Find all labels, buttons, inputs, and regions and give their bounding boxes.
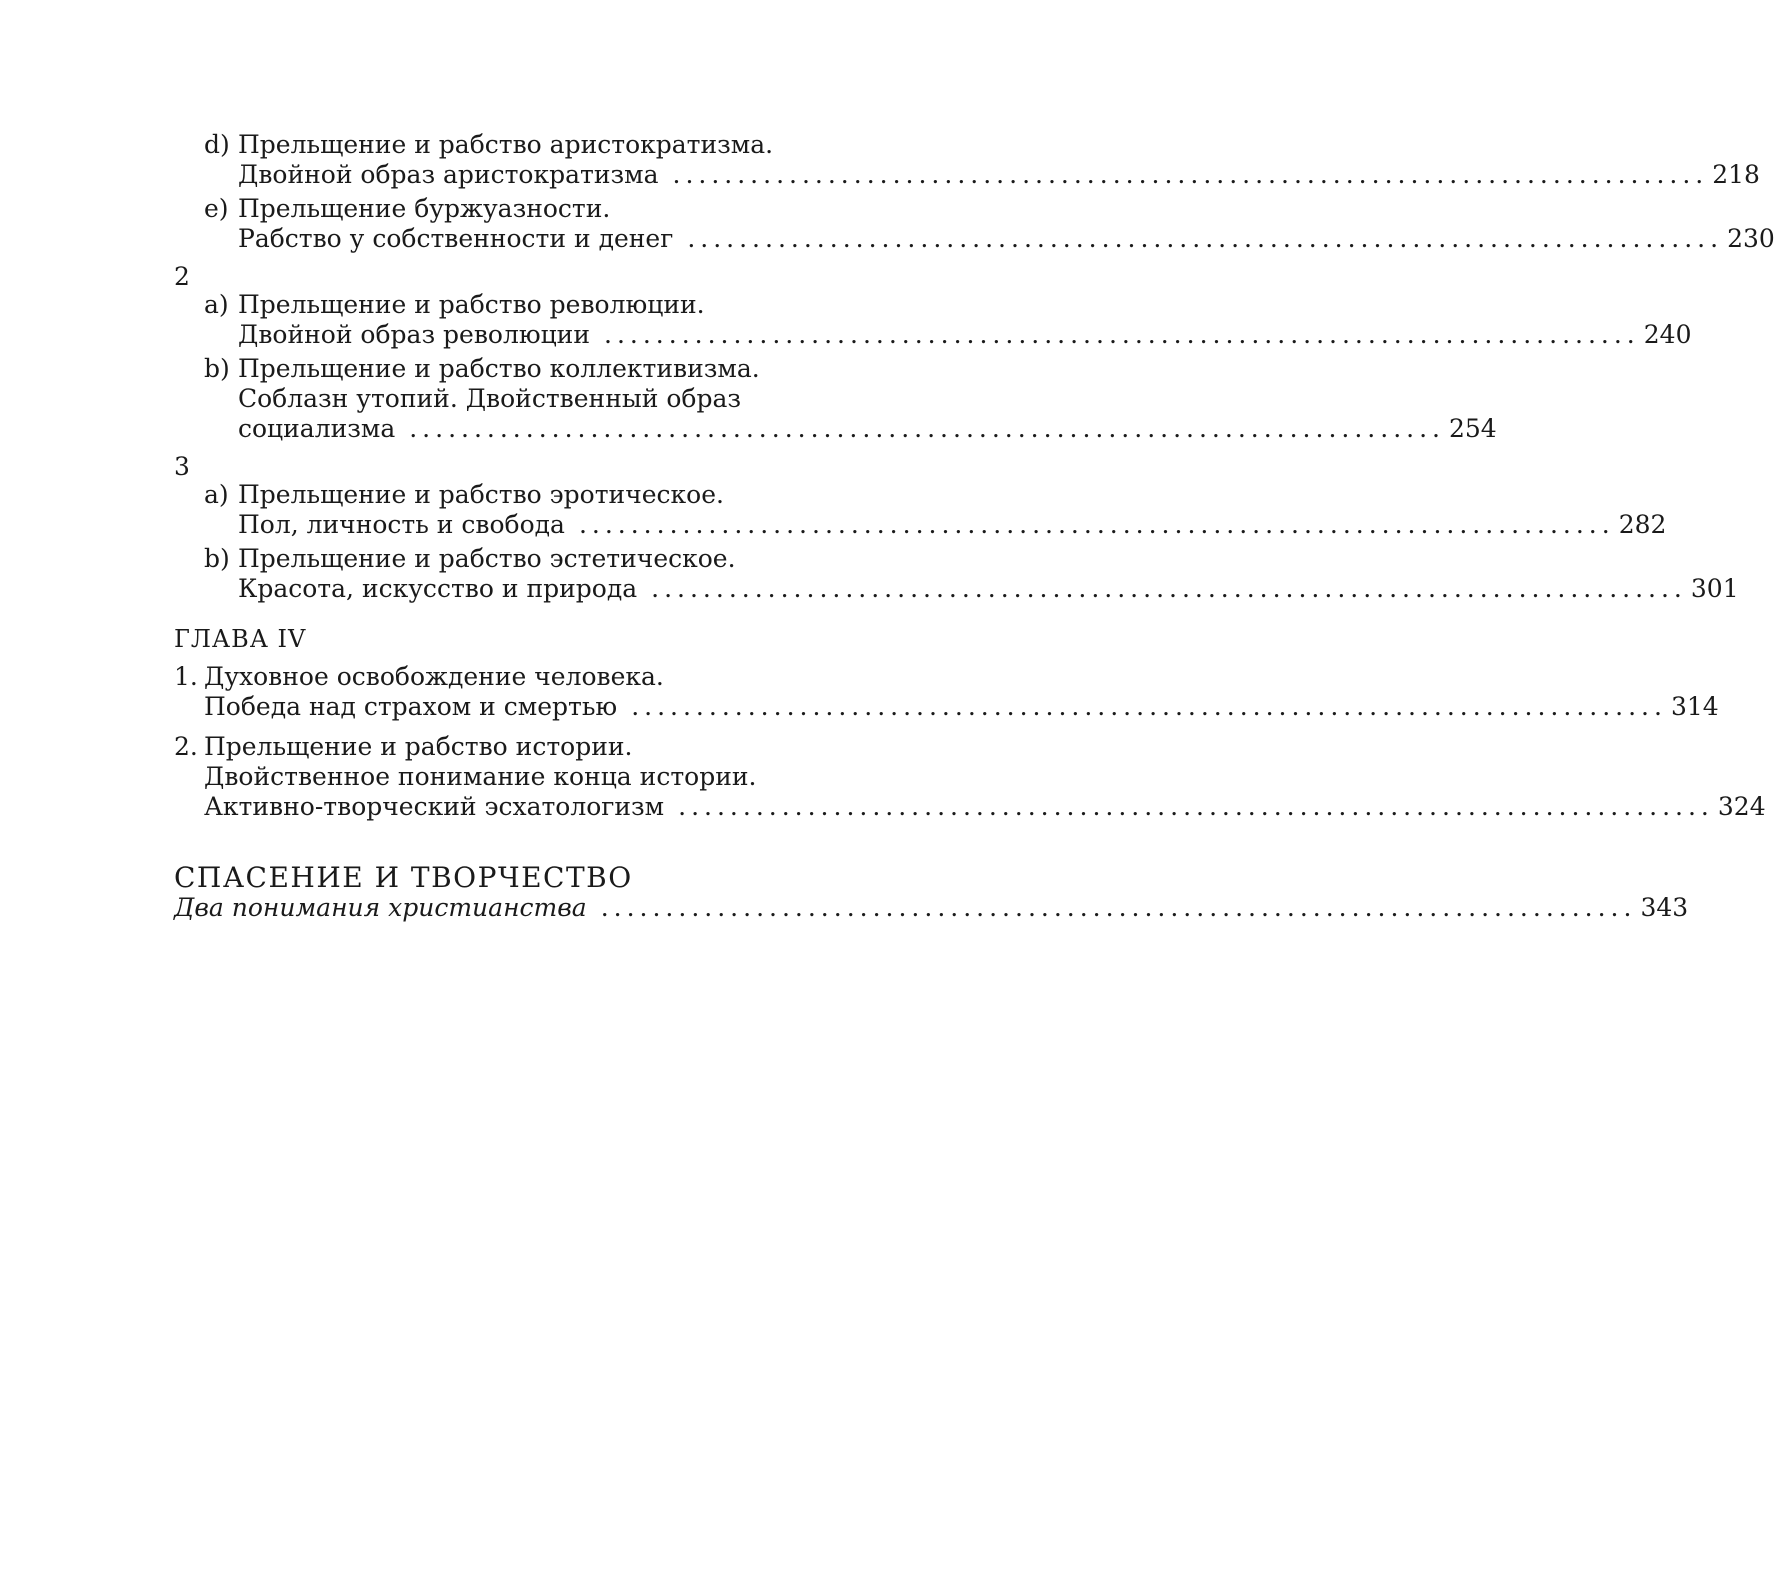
toc-entry-3a (0, 479, 1000, 511)
leader-dots: ................................................................................ (578, 510, 1615, 539)
toc-entry-e-line (0, 223, 1775, 255)
final-section-heading: СПАСЕНИЕ И ТВОРЧЕСТВО (174, 861, 633, 894)
entry-title: Духовное освобождение человека. (204, 662, 664, 691)
toc-entry-2b-line3 (0, 413, 1497, 445)
leader-dots: ................................................................................ (651, 574, 1687, 603)
toc-entry-ch4-2 (0, 731, 1000, 763)
section-number: 3 (174, 452, 190, 481)
entry-subtitle: Соблазн утопий. Двойственный образ (238, 384, 742, 413)
dotted-leader-row (238, 223, 1775, 255)
entry-title: Прельщение и рабство коллективизма. (238, 354, 760, 383)
toc-entry-ch4-2-line3 (0, 791, 1766, 823)
entry-label: a) (204, 480, 229, 509)
page-number: 301 (1690, 574, 1739, 603)
entry-title: Прельщение и рабство революции. (238, 290, 705, 319)
final-subtitle: Два понимания христианства (174, 893, 587, 922)
leader-dots: ................................................................................ (631, 692, 1667, 721)
dotted-leader-row (204, 691, 1719, 723)
toc-entry-3b (0, 543, 1000, 575)
entry-subtitle: Рабство у собственности и денег (238, 224, 674, 253)
entry-label: a) (204, 290, 229, 319)
page-number: 282 (1618, 510, 1667, 539)
page-number: 324 (1717, 792, 1766, 821)
toc-entry-3b-line (0, 573, 1739, 605)
toc-entry-d (0, 129, 1000, 161)
dotted-leader-row (238, 509, 1667, 541)
entry-label: b) (204, 544, 230, 573)
section-number: 2 (174, 262, 190, 291)
entry-subtitle: Красота, искусство и природа (238, 574, 638, 603)
entry-subtitle: Двойной образ революции (238, 320, 591, 349)
entry-title: Прельщение и рабство эротическое. (238, 480, 724, 509)
entry-subtitle: Двойственное понимание конца истории. (204, 762, 757, 791)
toc-entry-ch4-1 (0, 661, 1000, 693)
entry-subtitle: Двойной образ аристократизма (238, 160, 659, 189)
entry-title: Прельщение буржуазности. (238, 194, 611, 223)
leader-dots: ................................................................................ (600, 893, 1637, 922)
leader-dots: ................................................................................ (604, 320, 1640, 349)
page-number: 314 (1670, 692, 1719, 721)
entry-title: Прельщение и рабство истории. (204, 732, 633, 761)
toc-entry-ch4-1-line (0, 691, 1719, 723)
leader-dots: ................................................................................ (409, 414, 1445, 443)
entry-subtitle-cont: Активно-творческий эсхатологизм (204, 792, 665, 821)
page-number: 230 (1727, 224, 1775, 253)
toc-entry-3a-line (0, 509, 1667, 541)
entry-subtitle: Пол, личность и свобода (238, 510, 565, 539)
dotted-leader-row (238, 413, 1497, 445)
dotted-leader-row (238, 573, 1739, 605)
chapter-heading: ГЛАВА IV (174, 625, 307, 653)
toc-entry-ch4-2-line2 (0, 761, 1000, 793)
page-number: 254 (1448, 414, 1497, 443)
leader-dots: ................................................................................ (678, 792, 1714, 821)
entry-subtitle: Победа над страхом и смертью (204, 692, 618, 721)
page-number: 240 (1643, 320, 1692, 349)
dotted-leader-row (238, 319, 1692, 351)
entry-title: Прельщение и рабство аристократизма. (238, 130, 774, 159)
toc-entry-2b-line2 (0, 383, 1000, 415)
leader-dots: ................................................................................ (672, 160, 1709, 189)
toc-entry-2b (0, 353, 1000, 385)
page-number: 343 (1640, 893, 1689, 922)
page-number: 218 (1712, 160, 1760, 189)
entry-label: 2. (174, 732, 198, 761)
entry-subtitle-cont: социализма (238, 414, 396, 443)
leader-dots: ................................................................................ (687, 224, 1724, 253)
toc-entry-d-line (0, 159, 1760, 191)
toc-entry-2a (0, 289, 1000, 321)
toc-entry-2a-line (0, 319, 1692, 351)
entry-title: Прельщение и рабство эстетическое. (238, 544, 736, 573)
entry-label: b) (204, 354, 230, 383)
dotted-leader-row (204, 791, 1766, 823)
entry-label: 1. (174, 662, 198, 691)
entry-label: d) (204, 130, 230, 159)
toc-entry-e (0, 193, 1000, 225)
dotted-leader-row (174, 892, 1689, 924)
entry-label: e) (204, 194, 229, 223)
final-entry-line (0, 892, 1689, 924)
dotted-leader-row (238, 159, 1760, 191)
